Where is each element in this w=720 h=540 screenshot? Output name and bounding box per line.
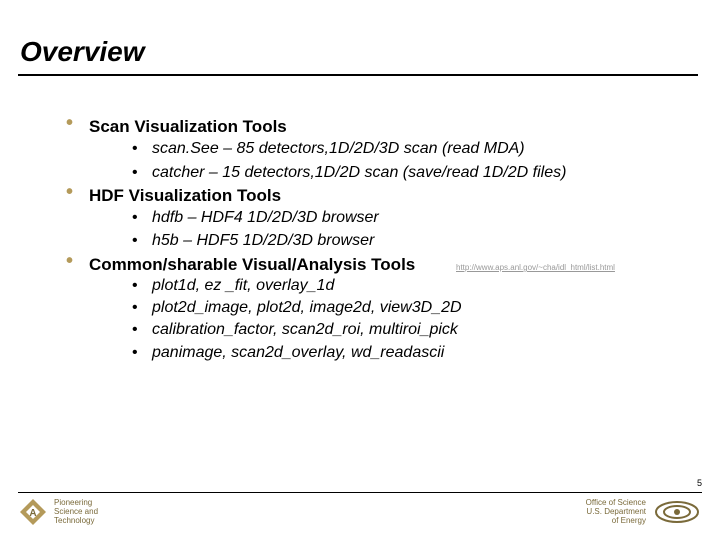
footer-right-line: Office of Science xyxy=(585,498,646,507)
sub-bullet-marker: • xyxy=(132,209,138,226)
list-item-text: hdfb – HDF4 1D/2D/3D browser xyxy=(152,209,379,226)
bullet-marker: • xyxy=(66,181,74,203)
list-item-text: h5b – HDF5 1D/2D/3D browser xyxy=(152,232,375,249)
list-item-text: panimage, scan2d_overlay, wd_readascii xyxy=(152,344,445,361)
sub-bullet-marker: • xyxy=(132,299,138,316)
footer-right-line: U.S. Department xyxy=(586,507,646,516)
footer-tagline xyxy=(54,498,98,525)
list-item-text: plot2d_image, plot2d, image2d, view3D_2D xyxy=(152,299,462,316)
footer-left-line: Technology xyxy=(54,516,95,525)
sub-bullet-marker: • xyxy=(132,321,138,338)
svg-text:A: A xyxy=(29,508,37,519)
idl-list-link[interactable]: http://www.aps.anl.gov/~cha/idl_html/list.html xyxy=(456,263,615,272)
list-item-text: plot1d, ez _fit, overlay_1d xyxy=(152,277,335,294)
sub-bullet-marker: • xyxy=(132,232,138,249)
bullet-label: Common/sharable Visual/Analysis Tools xyxy=(89,255,416,274)
footer-right-line: of Energy xyxy=(611,516,646,525)
footer-left-line: Science and xyxy=(54,507,99,516)
list-item-text: catcher – 15 detectors,1D/2D scan (save/read 1D/2D files) xyxy=(152,164,567,181)
footer-divider xyxy=(18,492,702,493)
doe-logo-icon xyxy=(654,500,700,529)
footer-left-line: Pioneering xyxy=(54,498,93,507)
bullet-marker: • xyxy=(66,112,74,134)
footer-doe xyxy=(586,498,646,525)
title-divider xyxy=(18,74,698,76)
argonne-logo-icon xyxy=(18,497,48,532)
list-item-text: calibration_factor, scan2d_roi, multiroi_pick xyxy=(152,321,458,338)
sub-bullet-marker: • xyxy=(132,344,138,361)
list-item-text: scan.See – 85 detectors,1D/2D/3D scan (read MDA) xyxy=(152,140,525,157)
bullet-label: Scan Visualization Tools xyxy=(89,117,287,136)
page-number: 5 xyxy=(696,478,702,488)
sub-bullet-marker: • xyxy=(132,164,138,181)
sub-bullet-marker: • xyxy=(132,277,138,294)
sub-bullet-marker: • xyxy=(132,140,138,157)
bullet-marker: • xyxy=(66,250,74,272)
bullet-label: HDF Visualization Tools xyxy=(89,186,282,205)
slide-title: Overview xyxy=(20,36,145,67)
